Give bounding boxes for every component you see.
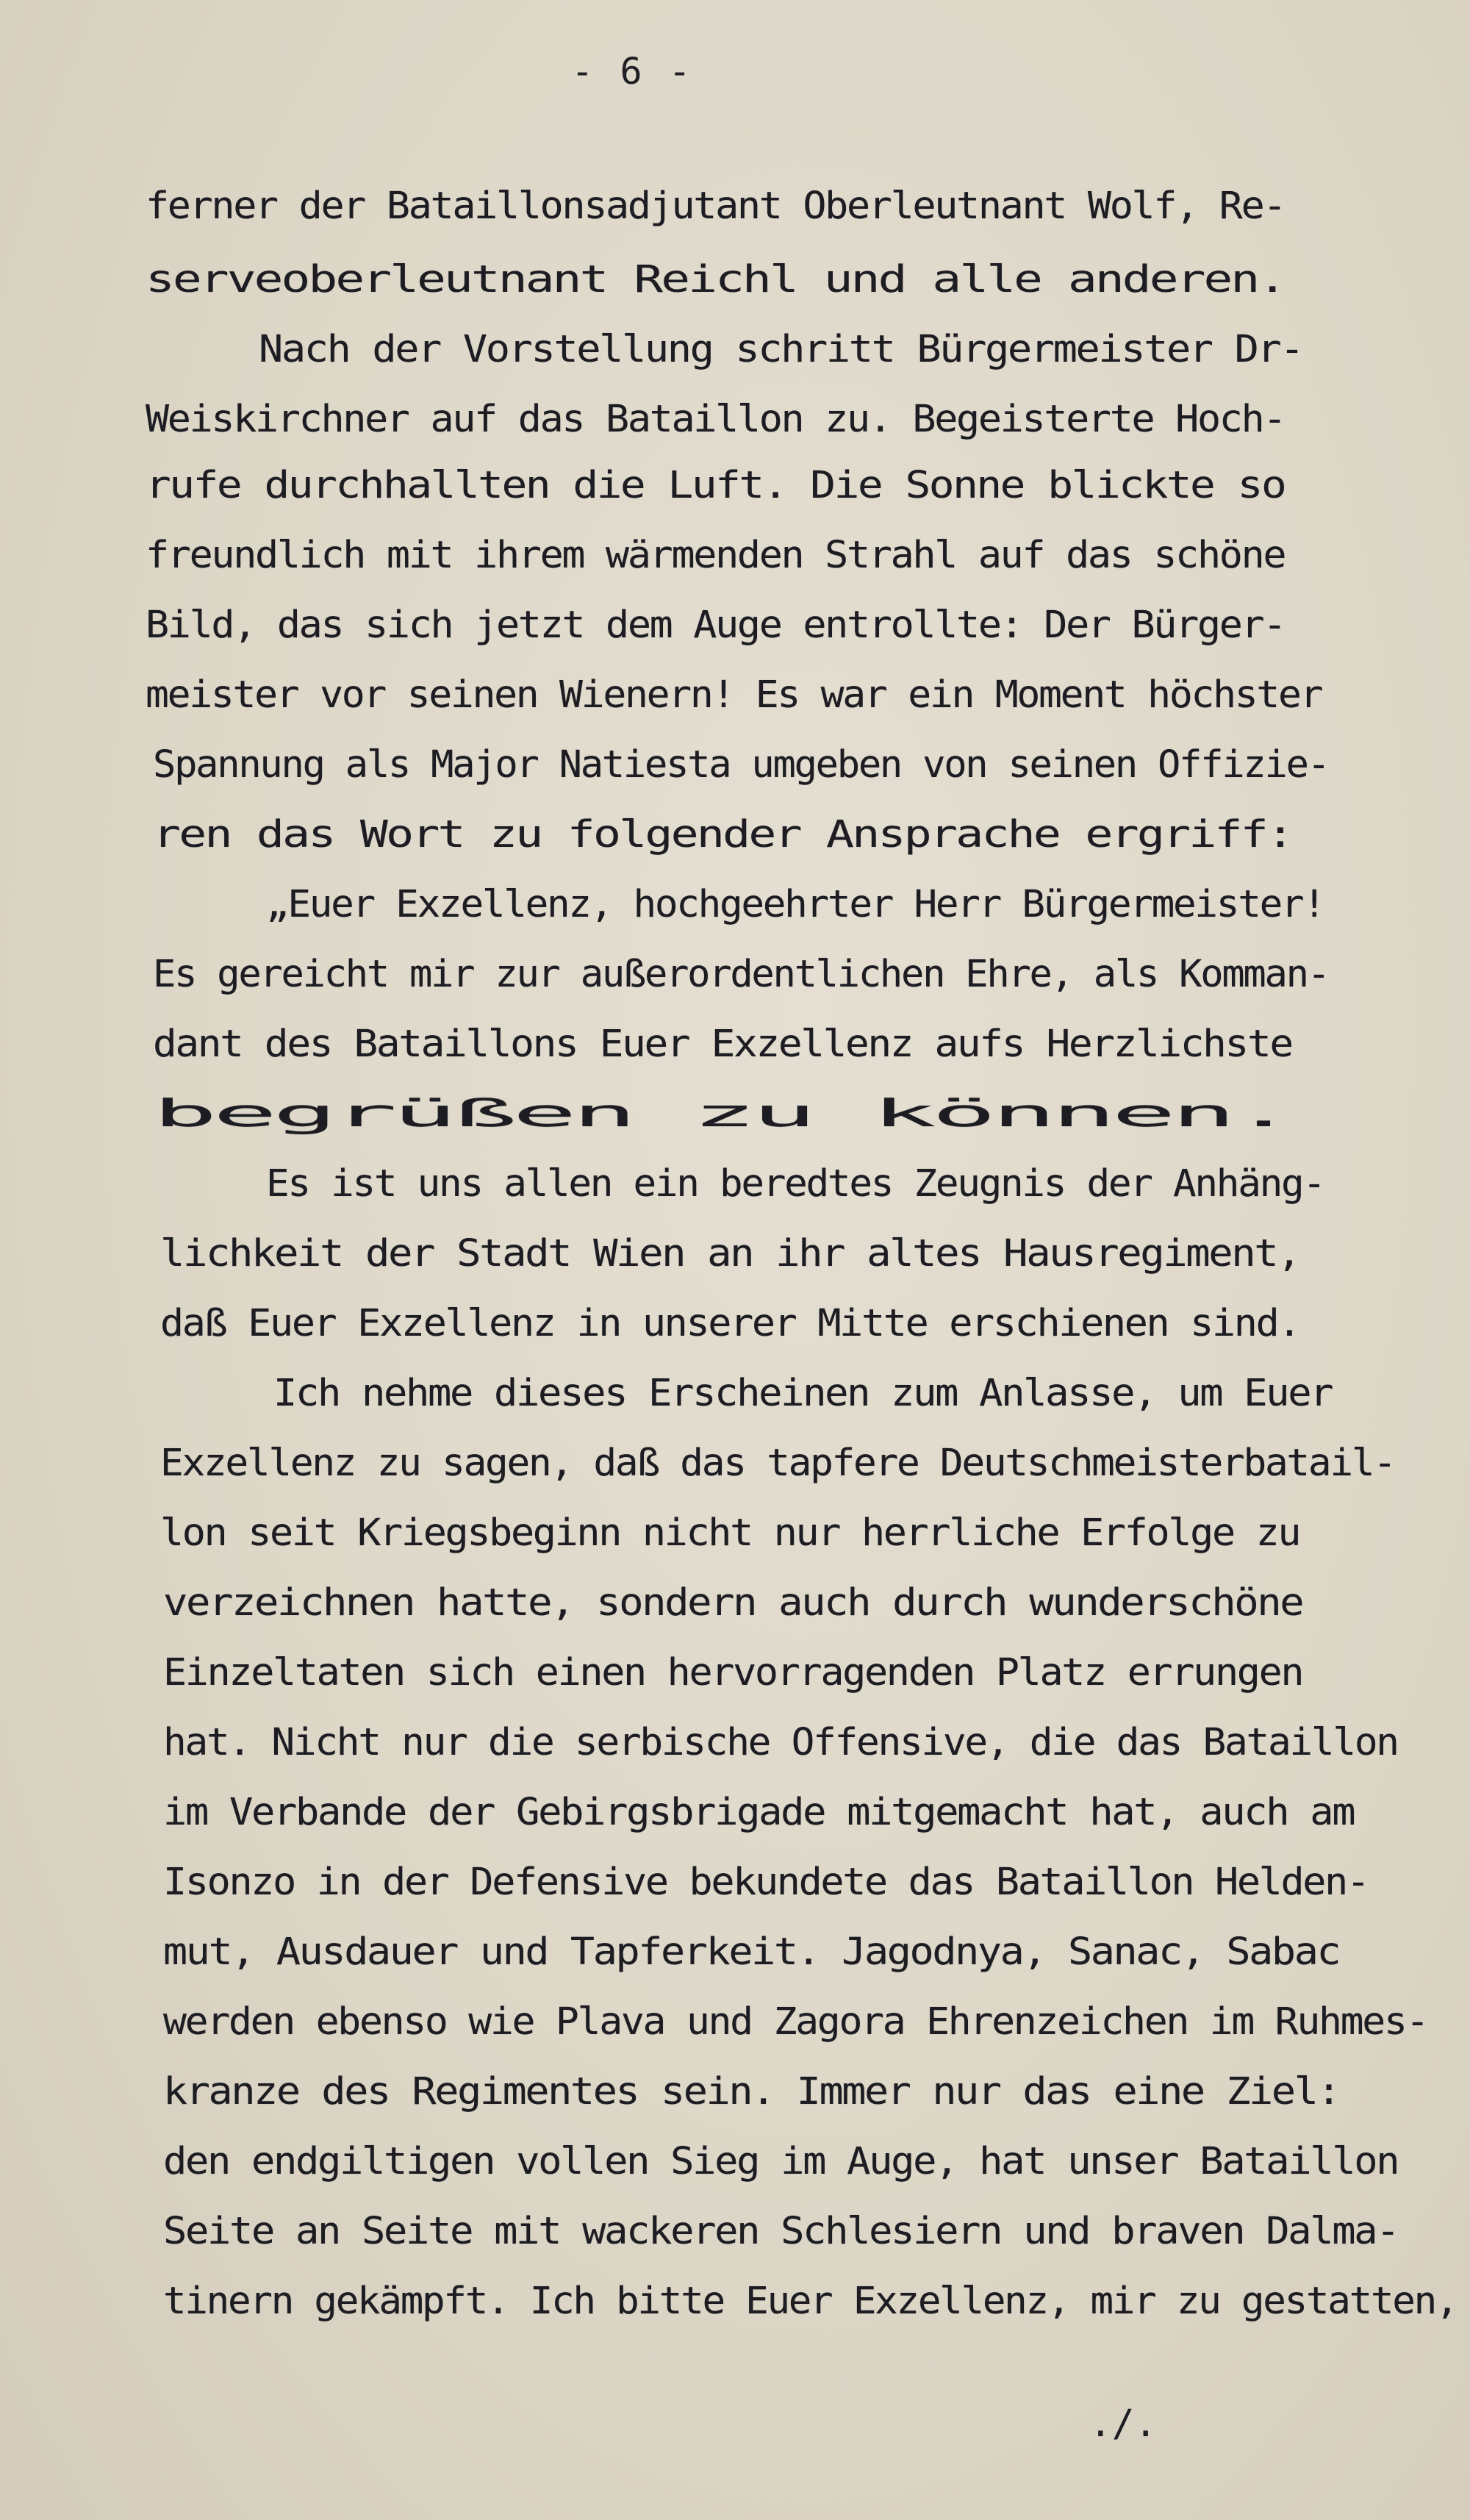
text-line: freundlich mit ihrem wärmenden Strahl auf das schöne — [146, 534, 1286, 577]
text-line: Ich nehme dieses Erscheinen zum Anlasse, um Euer — [273, 1372, 1333, 1415]
text-line: Es ist uns allen ein beredtes Zeugnis der Anhäng- — [266, 1162, 1324, 1206]
text-line: meister vor seinen Wienern! Es war ein Moment höchster — [146, 673, 1322, 717]
text-line: serveoberleutnant Reichl und alle anderen. — [146, 258, 1286, 301]
page-number: - 6 - — [571, 50, 693, 93]
text-line: daß Euer Exzellenz in unserer Mitte erschienen sind. — [160, 1302, 1300, 1345]
text-line: Einzeltaten sich einen hervorragenden Platz errungen — [163, 1651, 1303, 1694]
text-line: mut, Ausdauer und Tapferkeit. Jagodnya, Sanac, Sabac — [163, 1930, 1340, 1974]
text-line: Nach der Vorstellung schritt Bürgermeister Dr- — [259, 328, 1303, 371]
text-line: lichkeit der Stadt Wien an ihr altes Hausregiment, — [160, 1232, 1300, 1275]
text-line: begrüßen zu können. — [153, 1092, 1291, 1136]
text-line: Es gereicht mir zur außerordentlichen Ehre, als Komman- — [153, 953, 1329, 996]
text-line: rufe durchhallten die Luft. Die Sonne blickte so — [146, 464, 1286, 507]
text-line: Weiskirchner auf das Bataillon zu. Begeisterte Hoch- — [146, 398, 1286, 441]
text-line: ferner der Bataillonsadjutant Oberleutnant Wolf, Re- — [146, 185, 1286, 228]
text-line: kranze des Regimentes sein. Immer nur das eine Ziel: — [163, 2070, 1340, 2113]
text-line: hat. Nicht nur die serbische Offensive, die das Bataillon — [163, 1721, 1398, 1764]
text-line: im Verbande der Gebirgsbrigade mitgemacht hat, auch am — [163, 1791, 1355, 1834]
text-line: verzeichnen hatte, sondern auch durch wunderschöne — [163, 1581, 1303, 1625]
text-line: Exzellenz zu sagen, daß das tapfere Deutschmeisterbatail- — [160, 1442, 1395, 1485]
text-line: werden ebenso wie Plava und Zagora Ehrenzeichen im Ruhmes- — [163, 2000, 1428, 2044]
continuation-mark: ./. — [1089, 2402, 1158, 2446]
text-line: „Euer Exzellenz, hochgeehrter Herr Bürgermeister! — [266, 883, 1324, 926]
text-line: lon seit Kriegsbeginn nicht nur herrliche Erfolge zu — [160, 1511, 1300, 1555]
text-line: ren das Wort zu folgender Ansprache ergriff: — [153, 813, 1293, 856]
text-line: Seite an Seite mit wackeren Schlesiern und braven Dalma- — [163, 2210, 1399, 2253]
text-line: tinern gekämpft. Ich bitte Euer Exzellenz, mir zu gestatten, — [163, 2280, 1458, 2323]
text-line: Spannung als Major Natiesta umgeben von seinen Offizie- — [153, 743, 1329, 787]
text-line: den endgiltigen vollen Sieg im Auge, hat unser Bataillon — [163, 2140, 1399, 2183]
text-line: Isonzo in der Defensive bekundete das Bataillon Helden- — [163, 1861, 1369, 1904]
text-line: Bild, das sich jetzt dem Auge entrollte: Der Bürger- — [146, 604, 1286, 647]
text-line: dant des Bataillons Euer Exzellenz aufs Herzlichste — [153, 1023, 1292, 1066]
